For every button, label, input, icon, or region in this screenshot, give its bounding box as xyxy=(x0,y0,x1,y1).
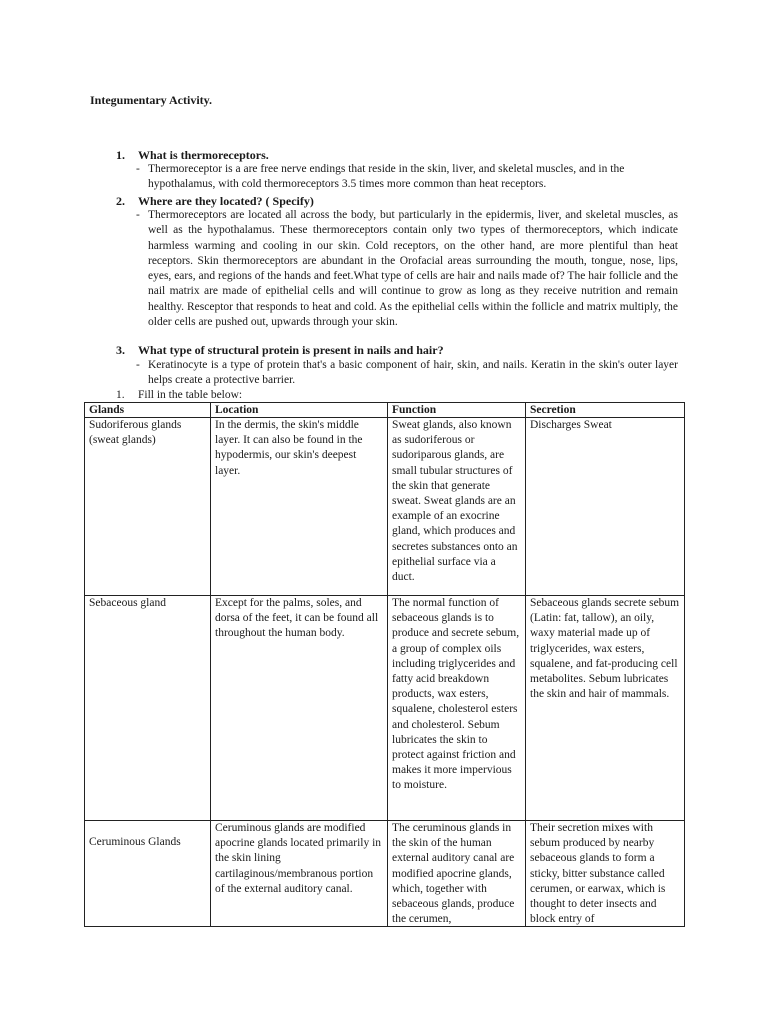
table-row xyxy=(85,596,685,821)
glands-table xyxy=(84,402,685,927)
table-header-row xyxy=(85,403,685,418)
gland-name-cell xyxy=(85,418,211,596)
question-text: Where are they located? ( Specify) xyxy=(138,194,314,208)
location-cell xyxy=(211,418,388,596)
secretion-text: Their secretion mixes with sebum produced by nearby sebaceous glands to form a sticky, bitter substance called cerumen, or earwax, which is thought to deter insects and block entry of xyxy=(530,822,666,926)
question-number: 3. xyxy=(116,343,125,357)
function-cell xyxy=(388,596,526,821)
gland-name: Ceruminous Glands xyxy=(89,836,181,848)
answer-text: Keratinocyte is a type of protein that's a basic component of hair, skin, and nails. Keratin in the skin's outer layer helps create a protective barrier. xyxy=(148,359,678,387)
function-text: The normal function of sebaceous glands is to produce and secrete sebum, a group of complex oils including triglycerides and fatty acid breakdown products, wax esters, squalene, cholesterol esters and cholesterol. Sebum lubricates the skin to protect against friction and makes it more impervious to moisture. xyxy=(392,597,520,792)
function-text: The ceruminous glands in the skin of the human external auditory canal are modified apocrine glands, which, together with sebaceous glands, produce the cerumen, xyxy=(392,822,515,926)
question-text: What type of structural protein is present in nails and hair? xyxy=(138,343,444,357)
function-cell xyxy=(388,821,526,927)
secretion-text: Discharges Sweat xyxy=(530,419,612,431)
question-3 xyxy=(116,343,444,358)
bullet-dash: - xyxy=(136,209,140,221)
document-title: Integumentary Activity. xyxy=(90,93,212,107)
function-cell xyxy=(388,418,526,596)
secretion-cell xyxy=(526,596,685,821)
gland-name: Sebaceous gland xyxy=(89,597,166,609)
secretion-cell xyxy=(526,821,685,927)
header-secretion: Secretion xyxy=(526,403,685,418)
instruction-number: 1. xyxy=(116,389,125,401)
bullet-dash: - xyxy=(136,359,140,371)
location-text: Ceruminous glands are modified apocrine glands located primarily in the skin lining cartilaginous/membranous portion of the external auditory canal. xyxy=(215,822,382,895)
question-number: 2. xyxy=(116,194,125,208)
gland-name: Sudoriferous glands (sweat glands) xyxy=(89,419,182,447)
bullet-dash: - xyxy=(136,163,140,175)
location-text: In the dermis, the skin's middle layer. It can also be found in the hypodermis, our skin's deepest layer. xyxy=(215,419,363,477)
answer-text: Thermoreceptors are located all across the body, but particularly in the epidermis, liver, and skeletal muscles, as well as the hypothalamus. These thermoreceptors contain only two types of thermoreceptors, which indicate harmless warming and cooling in our skin. Cold receptors, on the other hand, are more plentiful than heat receptors. Skin thermoreceptors are abundant in the Orofacial areas surrounding the mouth, tongue, nose, lips, eyes, ears, and regions of the hands and feet.What type of cells are hair and nails made of? The hair follicle and the nail matrix are made of epithelial cells and will continue to grow as long as they receive nutrition and remain healthy. Resceptor that responds to heat and cold. As the epithelial cells within the follicle and matrix multiply, the older cells are pushed out, upwards through your skin. xyxy=(148,209,678,329)
answer-text: Thermoreceptor is a are free nerve endings that reside in the skin, liver, and skeletal muscles, and in the hypothalamus, with cold thermoreceptors 3.5 times more common than heat receptors. xyxy=(148,163,625,191)
header-location: Location xyxy=(211,403,388,418)
question-text: What is thermoreceptors. xyxy=(138,148,269,162)
gland-name-cell xyxy=(85,821,211,927)
function-text: Sweat glands, also known as sudoriferous or sudoriparous glands, are small tubular structures of the skin that generate sweat. Sweat glands are an example of an exocrine gland, which produces and secretes substances onto an epithelial surface via a duct. xyxy=(392,419,518,584)
secretion-text: Sebaceous glands secrete sebum (Latin: fat, tallow), an oily, waxy material made up of triglycerides, wax esters, squalene, and fat-producing cell metabolites. Sebum lubricates the skin and hair of mammals. xyxy=(530,597,680,701)
question-1 xyxy=(116,148,269,163)
question-number: 1. xyxy=(116,148,125,162)
table-row xyxy=(85,821,685,927)
secretion-cell xyxy=(526,418,685,596)
table-row xyxy=(85,418,685,596)
location-text: Except for the palms, soles, and dorsa of the feet, it can be found all throughout the human body. xyxy=(215,597,379,640)
question-2 xyxy=(116,194,314,209)
gland-name-cell xyxy=(85,596,211,821)
header-glands: Glands xyxy=(85,403,211,418)
answer-1 xyxy=(136,162,678,193)
fill-instruction xyxy=(116,389,242,401)
answer-3 xyxy=(136,358,678,389)
header-function: Function xyxy=(388,403,526,418)
location-cell xyxy=(211,821,388,927)
instruction-text: Fill in the table below: xyxy=(138,389,243,401)
answer-2 xyxy=(136,208,678,330)
location-cell xyxy=(211,596,388,821)
